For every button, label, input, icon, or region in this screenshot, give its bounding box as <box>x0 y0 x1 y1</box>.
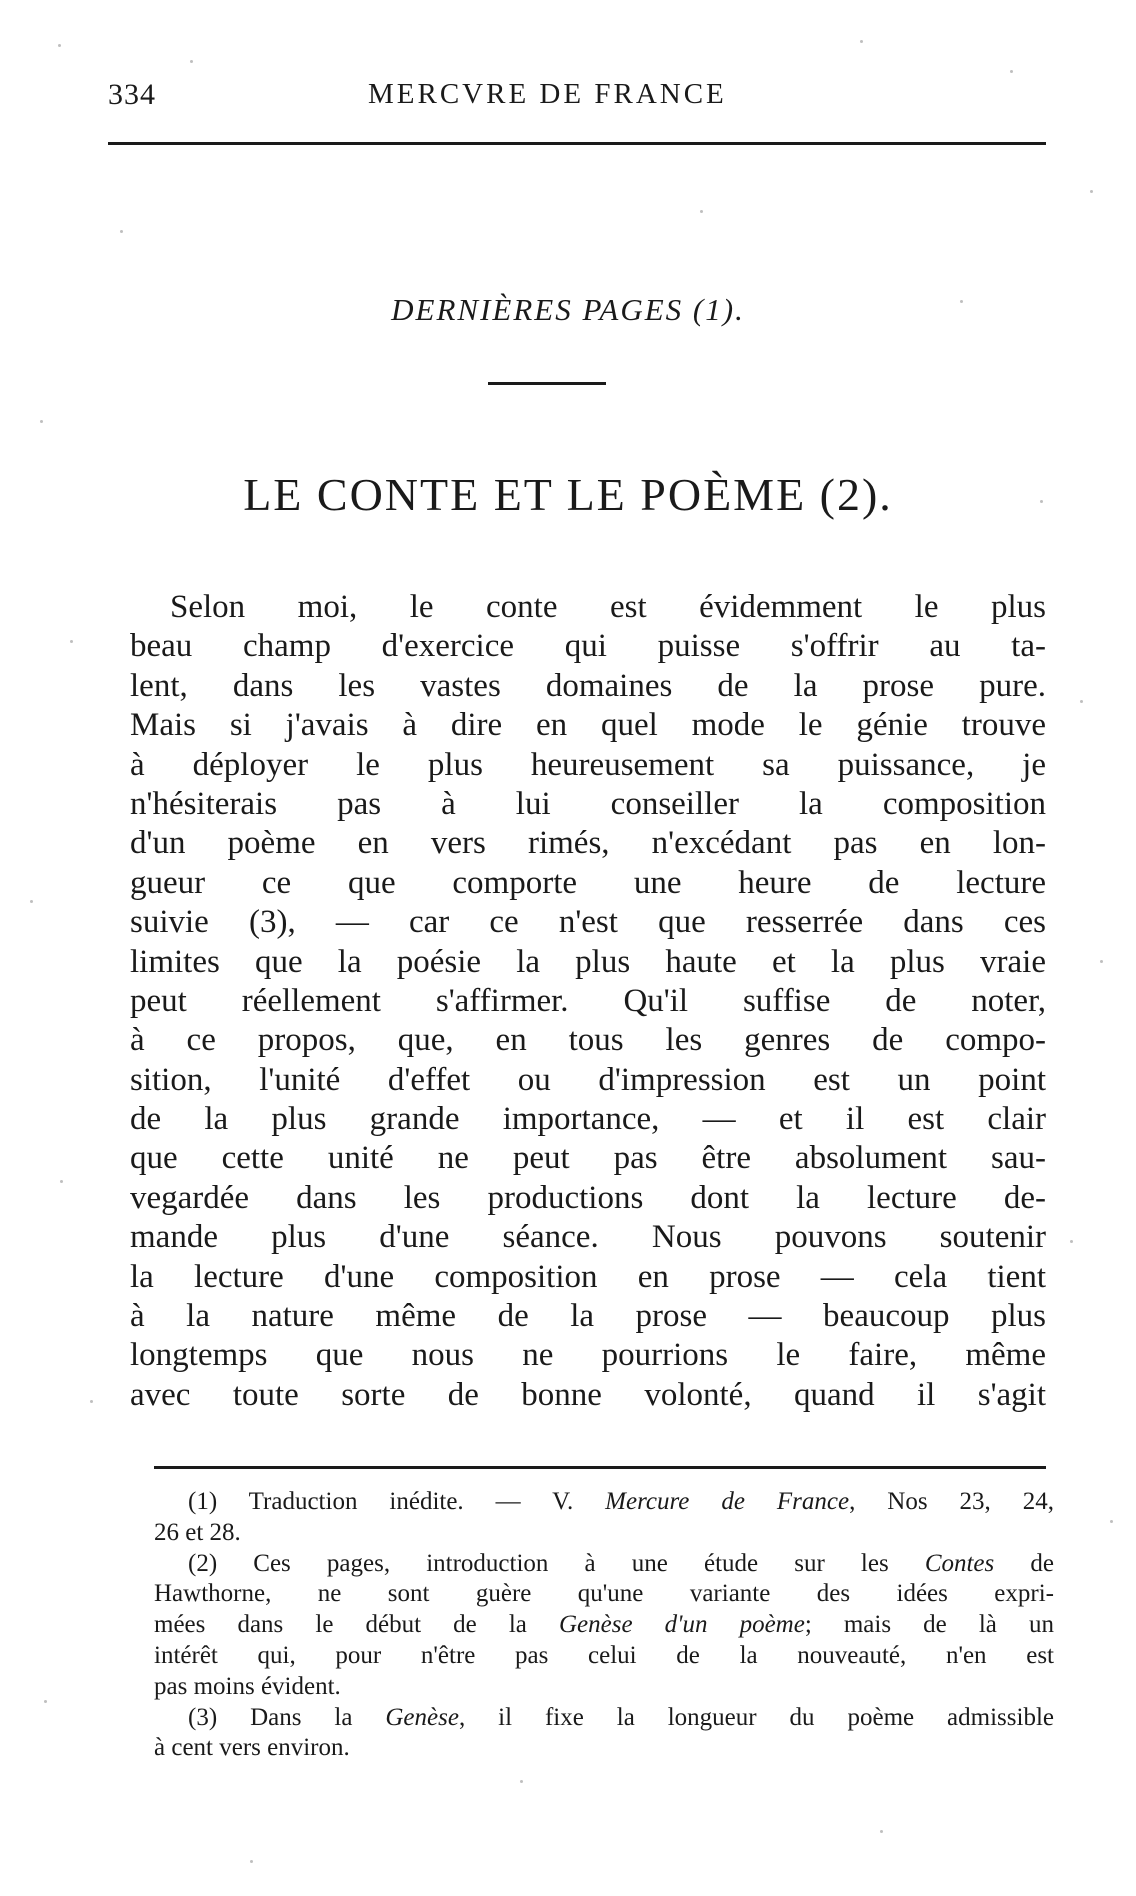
footnote-1-continued: 26 et 28. <box>154 1518 241 1546</box>
body-line: à déployer le plus heureusement sa puissance, je <box>130 746 1046 783</box>
body-paragraph <box>130 588 1046 1415</box>
body-line: suivie (3), — car ce n'est que resserrée dans ces <box>130 904 1046 941</box>
page-number: 334 <box>108 78 156 111</box>
body-line: que cette unité ne peut pas être absolument sau- <box>130 1140 1046 1177</box>
body-line: sition, l'unité d'effet ou d'impression est un point <box>130 1061 1046 1098</box>
footnote-text: , il fixe la longueur du poème admissible <box>458 1703 1054 1731</box>
body-line: mande plus d'une séance. Nous pouvons soutenir <box>130 1219 1046 1256</box>
footnote-text: (1) Traduction inédite. — V. <box>188 1488 606 1515</box>
footnote-3 <box>154 1703 1054 1734</box>
footnote-2-continued <box>154 1610 1054 1641</box>
footnote-2-continued: Hawthorne, ne sont guère qu'une variante des idées expri- <box>154 1580 1054 1608</box>
body-line: peut réellement s'affirmer. Qu'il suffise de noter, <box>130 982 1046 1019</box>
footnote-2-continued: pas moins évident. <box>154 1672 341 1700</box>
footnotes <box>154 1487 1054 1764</box>
footnote-rule <box>154 1466 1046 1469</box>
footnote-text: (3) Dans la <box>188 1703 386 1731</box>
body-line: de la plus grande importance, — et il est clair <box>130 1101 1046 1138</box>
header-rule <box>108 142 1046 145</box>
body-line: avec toute sorte de bonne volonté, quand il s'agit <box>130 1376 1046 1413</box>
body-line: la lecture d'une composition en prose — cela tient <box>130 1258 1046 1295</box>
section-title: DERNIÈRES PAGES (1). <box>391 292 745 327</box>
footnote-text: (2) Ces pages, introduction à une étude sur les <box>188 1549 925 1577</box>
body-line: à ce propos, que, en tous les genres de compo- <box>130 1022 1046 1059</box>
footnote-text: , Nos 23, 24, <box>849 1488 1054 1515</box>
body-line: Selon moi, le conte est évidemment le plus <box>170 589 1046 625</box>
footnote-1 <box>154 1487 1054 1518</box>
footnote-journal-title: Mercure de France <box>605 1488 850 1515</box>
running-head <box>108 78 1048 118</box>
footnote-2-continued: intérêt qui, pour n'être pas celui de la nouveauté, n'en est <box>154 1641 1054 1669</box>
footnote-text: de <box>994 1549 1054 1577</box>
body-line: vegardée dans les productions dont la lecture de- <box>130 1179 1046 1216</box>
footnote-work-title: Genèse d'un poème <box>558 1611 805 1639</box>
title-divider <box>488 382 606 385</box>
footnote-3-continued: à cent vers environ. <box>154 1734 350 1762</box>
footnote-text: ; mais de là un <box>804 1611 1054 1639</box>
footnote-2 <box>154 1549 1054 1580</box>
body-line: beau champ d'exercice qui puisse s'offrir au ta- <box>130 628 1046 665</box>
body-line: lent, dans les vastes domaines de la prose pure. <box>130 667 1046 704</box>
footnote-work-title: Genèse <box>385 1703 459 1731</box>
journal-title: MERCVRE DE FRANCE <box>368 78 727 110</box>
body-line: à la nature même de la prose — beaucoup plus <box>130 1298 1046 1335</box>
body-line: limites que la poésie la plus haute et la plus vraie <box>130 943 1046 980</box>
body-line: n'hésiterais pas à lui conseiller la composition <box>130 785 1046 822</box>
footnote-text: mées dans le début de la <box>154 1611 559 1639</box>
footnote-work-title: Contes <box>924 1549 995 1577</box>
body-line: gueur ce que comporte une heure de lecture <box>130 864 1046 901</box>
body-line: Mais si j'avais à dire en quel mode le génie trouve <box>130 707 1046 744</box>
body-line: longtemps que nous ne pourrions le faire, même <box>130 1337 1046 1374</box>
body-line: d'un poème en vers rimés, n'excédant pas en lon- <box>130 825 1046 862</box>
essay-title: LE CONTE ET LE POÈME (2). <box>243 469 893 520</box>
